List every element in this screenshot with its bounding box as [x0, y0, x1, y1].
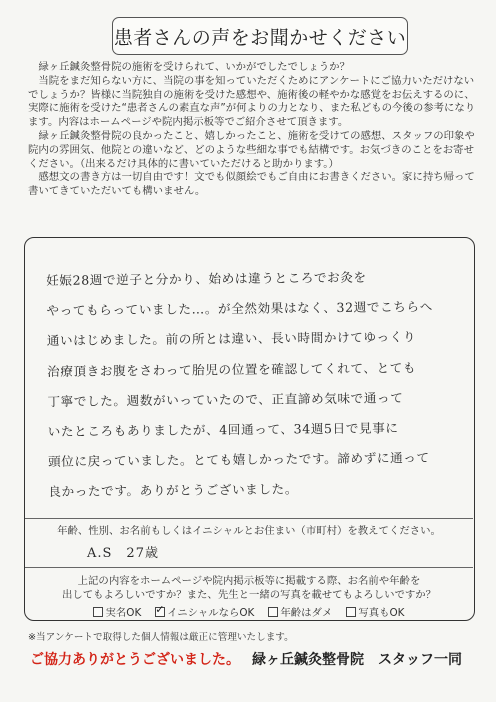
option-label: イニシャルならOK [167, 607, 255, 619]
intro-paragraph-1: 緑ヶ丘鍼灸整骨院の施術を受けられて、いかがでしたでしょうか？ 当院をまだ知らない方に、当院の事を知っていただくためにアンケートにご協力いただけないでしょうか？皆様に当院独自の施術を受けた感想や、施術後の軽やかな感覚をお伝えするのに、実際に施術を受けた“患者さんの素直な声”が何よりの力となり、また私どもの今後の参考になります。内容はホームページや院内掲示板等でご紹介させて頂きます。 [28, 61, 476, 129]
comment-line: 丁寧でした。週数がいっていたので、正直諦め気味で通って [47, 390, 404, 409]
option-initials[interactable] [155, 604, 254, 619]
intro-paragraph-3: 感想文の書き方は一切自由です！文でも似顔絵でもご自由にお書きください。家に持ち帰って書いてきていただいても構いません。 [28, 171, 475, 198]
option-no-age[interactable] [268, 604, 332, 619]
option-label: 年齢はダメ [280, 607, 333, 619]
consent-question [25, 575, 473, 603]
checkbox-icon[interactable] [268, 607, 278, 617]
consent-question-line: 出してもよろしいですか？また、先生と一緒の写真を載せてもよろしいですか？ [61, 588, 437, 601]
comment-line: 治療頂きお腹をさわって胎児の位置を確認してくれて、とても [47, 359, 417, 379]
comment-line: いたところもありましたが、4回通って、34週5日で見事に [47, 420, 399, 440]
intro-text [28, 61, 480, 199]
consent-options [25, 604, 473, 619]
clinic-signature: 緑ヶ丘鍼灸整骨院 スタッフ一同 [252, 652, 462, 668]
page-title: 患者さんの声をお聞かせください [112, 17, 408, 55]
checkbox-icon[interactable] [346, 607, 356, 617]
option-label: 写真もOK [358, 607, 405, 619]
handwritten-comment [46, 262, 459, 508]
section-divider [25, 567, 473, 568]
checkbox-checked-icon[interactable] [155, 607, 165, 617]
option-label: 実名OK [105, 607, 142, 619]
intro-paragraph-2: 緑ヶ丘鍼灸整骨院の良かったこと、嬉しかったこと、施術を受けての感想、スタッフの印象や院内の雰囲気、他院との違いなど、どのような些細な事でも結構です。お気づきのことをお寄せください。（出来るだけ具体的に書いていただけると助かります。） [28, 129, 475, 170]
consent-question-line: 上記の内容をホームページや院内掲示板等に掲載する際、お名前や年齢を [77, 575, 421, 587]
comment-line: 良かったです。ありがとうございました。 [48, 481, 299, 500]
attributes-question: 年齢、性別、お名前もしくはイニシャルとお住まい（市町村）を教えてください。 [57, 525, 441, 537]
comment-line: 通いはじめました。前の所とは違い、長い時間かけてゆっくり [46, 329, 417, 349]
comment-line: 妊娠28週で逆子と分かり、始めは違うところでお灸を [46, 269, 367, 288]
option-photo-ok[interactable] [346, 604, 404, 619]
comment-line: 頭位に戻っていました。とても嬉しかったです。諦めずに通って [47, 450, 430, 470]
thanks-message: ご協力ありがとうございました。 [30, 652, 240, 668]
privacy-note: ※当アンケートで取得した個人情報は厳正に管理いたします。 [28, 632, 294, 643]
footer [30, 649, 470, 669]
option-real-name[interactable] [93, 604, 141, 619]
comment-line: やってもらっていました…。が全然効果はなく、32週でこちらへ [46, 299, 433, 319]
attributes-answer: A.S 27歳 [87, 546, 159, 561]
section-divider [25, 518, 473, 519]
checkbox-icon[interactable] [93, 607, 103, 617]
